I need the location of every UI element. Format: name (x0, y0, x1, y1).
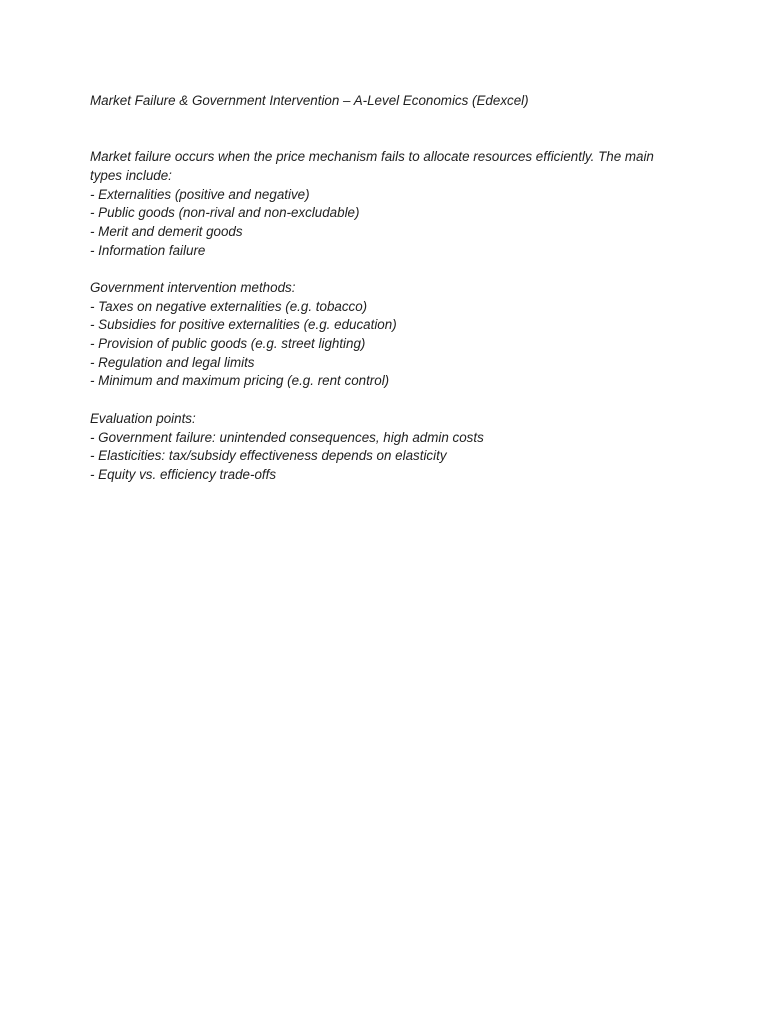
intro-text-line: Market failure occurs when the price mechanism fails to allocate resources efficiently. The main (90, 149, 654, 165)
intro-text-line: types include: (90, 167, 172, 183)
list-item: - Elasticities: tax/subsidy effectiveness depends on elasticity (90, 448, 447, 464)
list-item: - Taxes on negative externalities (e.g. tobacco) (90, 298, 368, 314)
list-item: - Information failure (90, 242, 206, 258)
list-item: - Public goods (non-rival and non-excludable) (90, 205, 360, 221)
evaluation-section (90, 410, 690, 485)
intervention-section (90, 279, 690, 391)
spacer (90, 391, 690, 410)
list-item: - Externalities (positive and negative) (90, 186, 310, 202)
section-heading: Evaluation points: (90, 410, 196, 426)
list-item: - Government failure: unintended consequences, high admin costs (90, 429, 484, 445)
spacer (90, 260, 690, 279)
list-item: - Regulation and legal limits (90, 354, 255, 370)
list-item: - Provision of public goods (e.g. street lighting) (90, 336, 366, 352)
list-item: - Merit and demerit goods (90, 223, 243, 239)
list-item: - Minimum and maximum pricing (e.g. rent control) (90, 373, 390, 389)
list-item: - Subsidies for positive externalities (e.g. education) (90, 317, 397, 333)
spacer (90, 111, 690, 149)
intro-paragraph (90, 148, 690, 260)
list-item: - Equity vs. efficiency trade-offs (90, 466, 277, 482)
section-heading: Government intervention methods: (90, 280, 296, 295)
document-title: Market Failure & Government Intervention – A-Level Economics (Edexcel) (90, 93, 529, 108)
document-body (90, 92, 690, 485)
